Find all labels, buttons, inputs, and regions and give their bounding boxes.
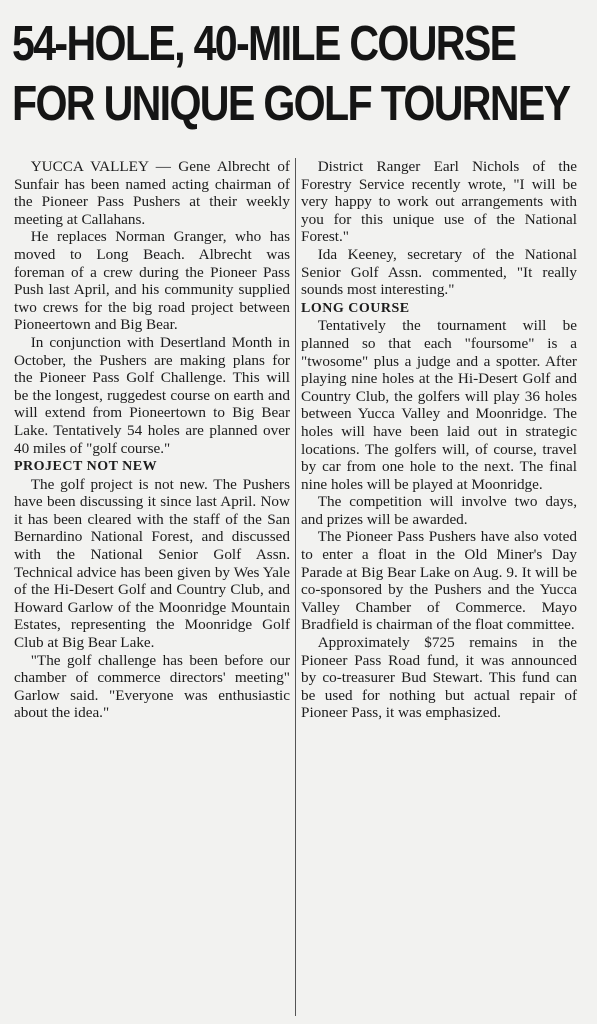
right-column bbox=[296, 158, 577, 1016]
paragraph: YUCCA VALLEY — Gene Albrecht of Sunfair has been named acting chairman of the Pioneer Pass Pushers at their weekly meeting at Callahans. bbox=[14, 158, 290, 228]
paragraph: District Ranger Earl Nichols of the Forestry Service recently wrote, "I will be very happy to work out arrangements with you for this unique use of the National Forest." bbox=[301, 158, 577, 246]
left-column bbox=[14, 158, 296, 1016]
article-body bbox=[14, 158, 587, 1016]
paragraph: In conjunction with Desertland Month in October, the Pushers are making plans for the Pioneer Pass Golf Challenge. This will be the longest, ruggedest course on earth and will extend from Pioneertown to Big Bear Lake. Tentatively 54 holes are planned over 40 miles of "golf course." bbox=[14, 333, 290, 457]
headline-line-1: 54-HOLE, 40-MILE COURSE bbox=[12, 17, 516, 71]
headline bbox=[12, 14, 583, 134]
paragraph: The Pioneer Pass Pushers have also voted to enter a float in the Old Miner's Day Parade at Big Bear Lake on Aug. 9. It will be co-sponsored by the Pushers and the Yucca Valley Chamber of Commerce. Mayo Bradfield is chairman of the float committee. bbox=[301, 528, 577, 634]
paragraph: "The golf challenge has been before our chamber of commerce directors' meeting" Garlow said. "Everyone was enthusiastic about the idea." bbox=[14, 651, 290, 722]
subhead: LONG COURSE bbox=[301, 300, 410, 316]
paragraph: Approximately $725 remains in the Pioneer Pass Road fund, it was announced by co-treasurer Bud Stewart. This fund can be used for nothing but actual repair of Pioneer Pass, it was emphasized. bbox=[301, 634, 577, 722]
paragraph: The competition will involve two days, and prizes will be awarded. bbox=[301, 493, 577, 528]
headline-line-2: FOR UNIQUE GOLF TOURNEY bbox=[12, 77, 570, 131]
paragraph: The golf project is not new. The Pushers have been discussing it since last April. Now it has been cleared with the staff of the San Bernardino National Forest, and discussed with the National Senior Golf Assn. Technical advice has been given by Wes Yale of the Hi-Desert Golf and Country Club, and Howard Garlow of the Moonridge Mountain Estates, representing the Moonridge Golf Club at Big Bear Lake. bbox=[14, 475, 290, 652]
paragraph: Ida Keeney, secretary of the National Senior Golf Assn. commented, "It really sounds most interesting." bbox=[301, 245, 577, 299]
subhead: PROJECT NOT NEW bbox=[14, 459, 158, 475]
paragraph: Tentatively the tournament will be planned so that each "foursome" is a "twosome" plus a judge and a spotter. After playing nine holes at the Hi-Desert Golf and Country Club, the golfers will play 36 holes between Yucca Valley and Moonridge. The holes will have been laid out in strategic locations. The golfers will, of course, travel by car from one hole to the next. The final nine holes will be played at Moonridge. bbox=[301, 317, 577, 493]
paragraph: He replaces Norman Granger, who has moved to Long Beach. Albrecht was foreman of a crew during the Pioneer Pass Push last April, and his community supplied two crews for the big road project between Pioneertown and Big Bear. bbox=[14, 228, 290, 334]
